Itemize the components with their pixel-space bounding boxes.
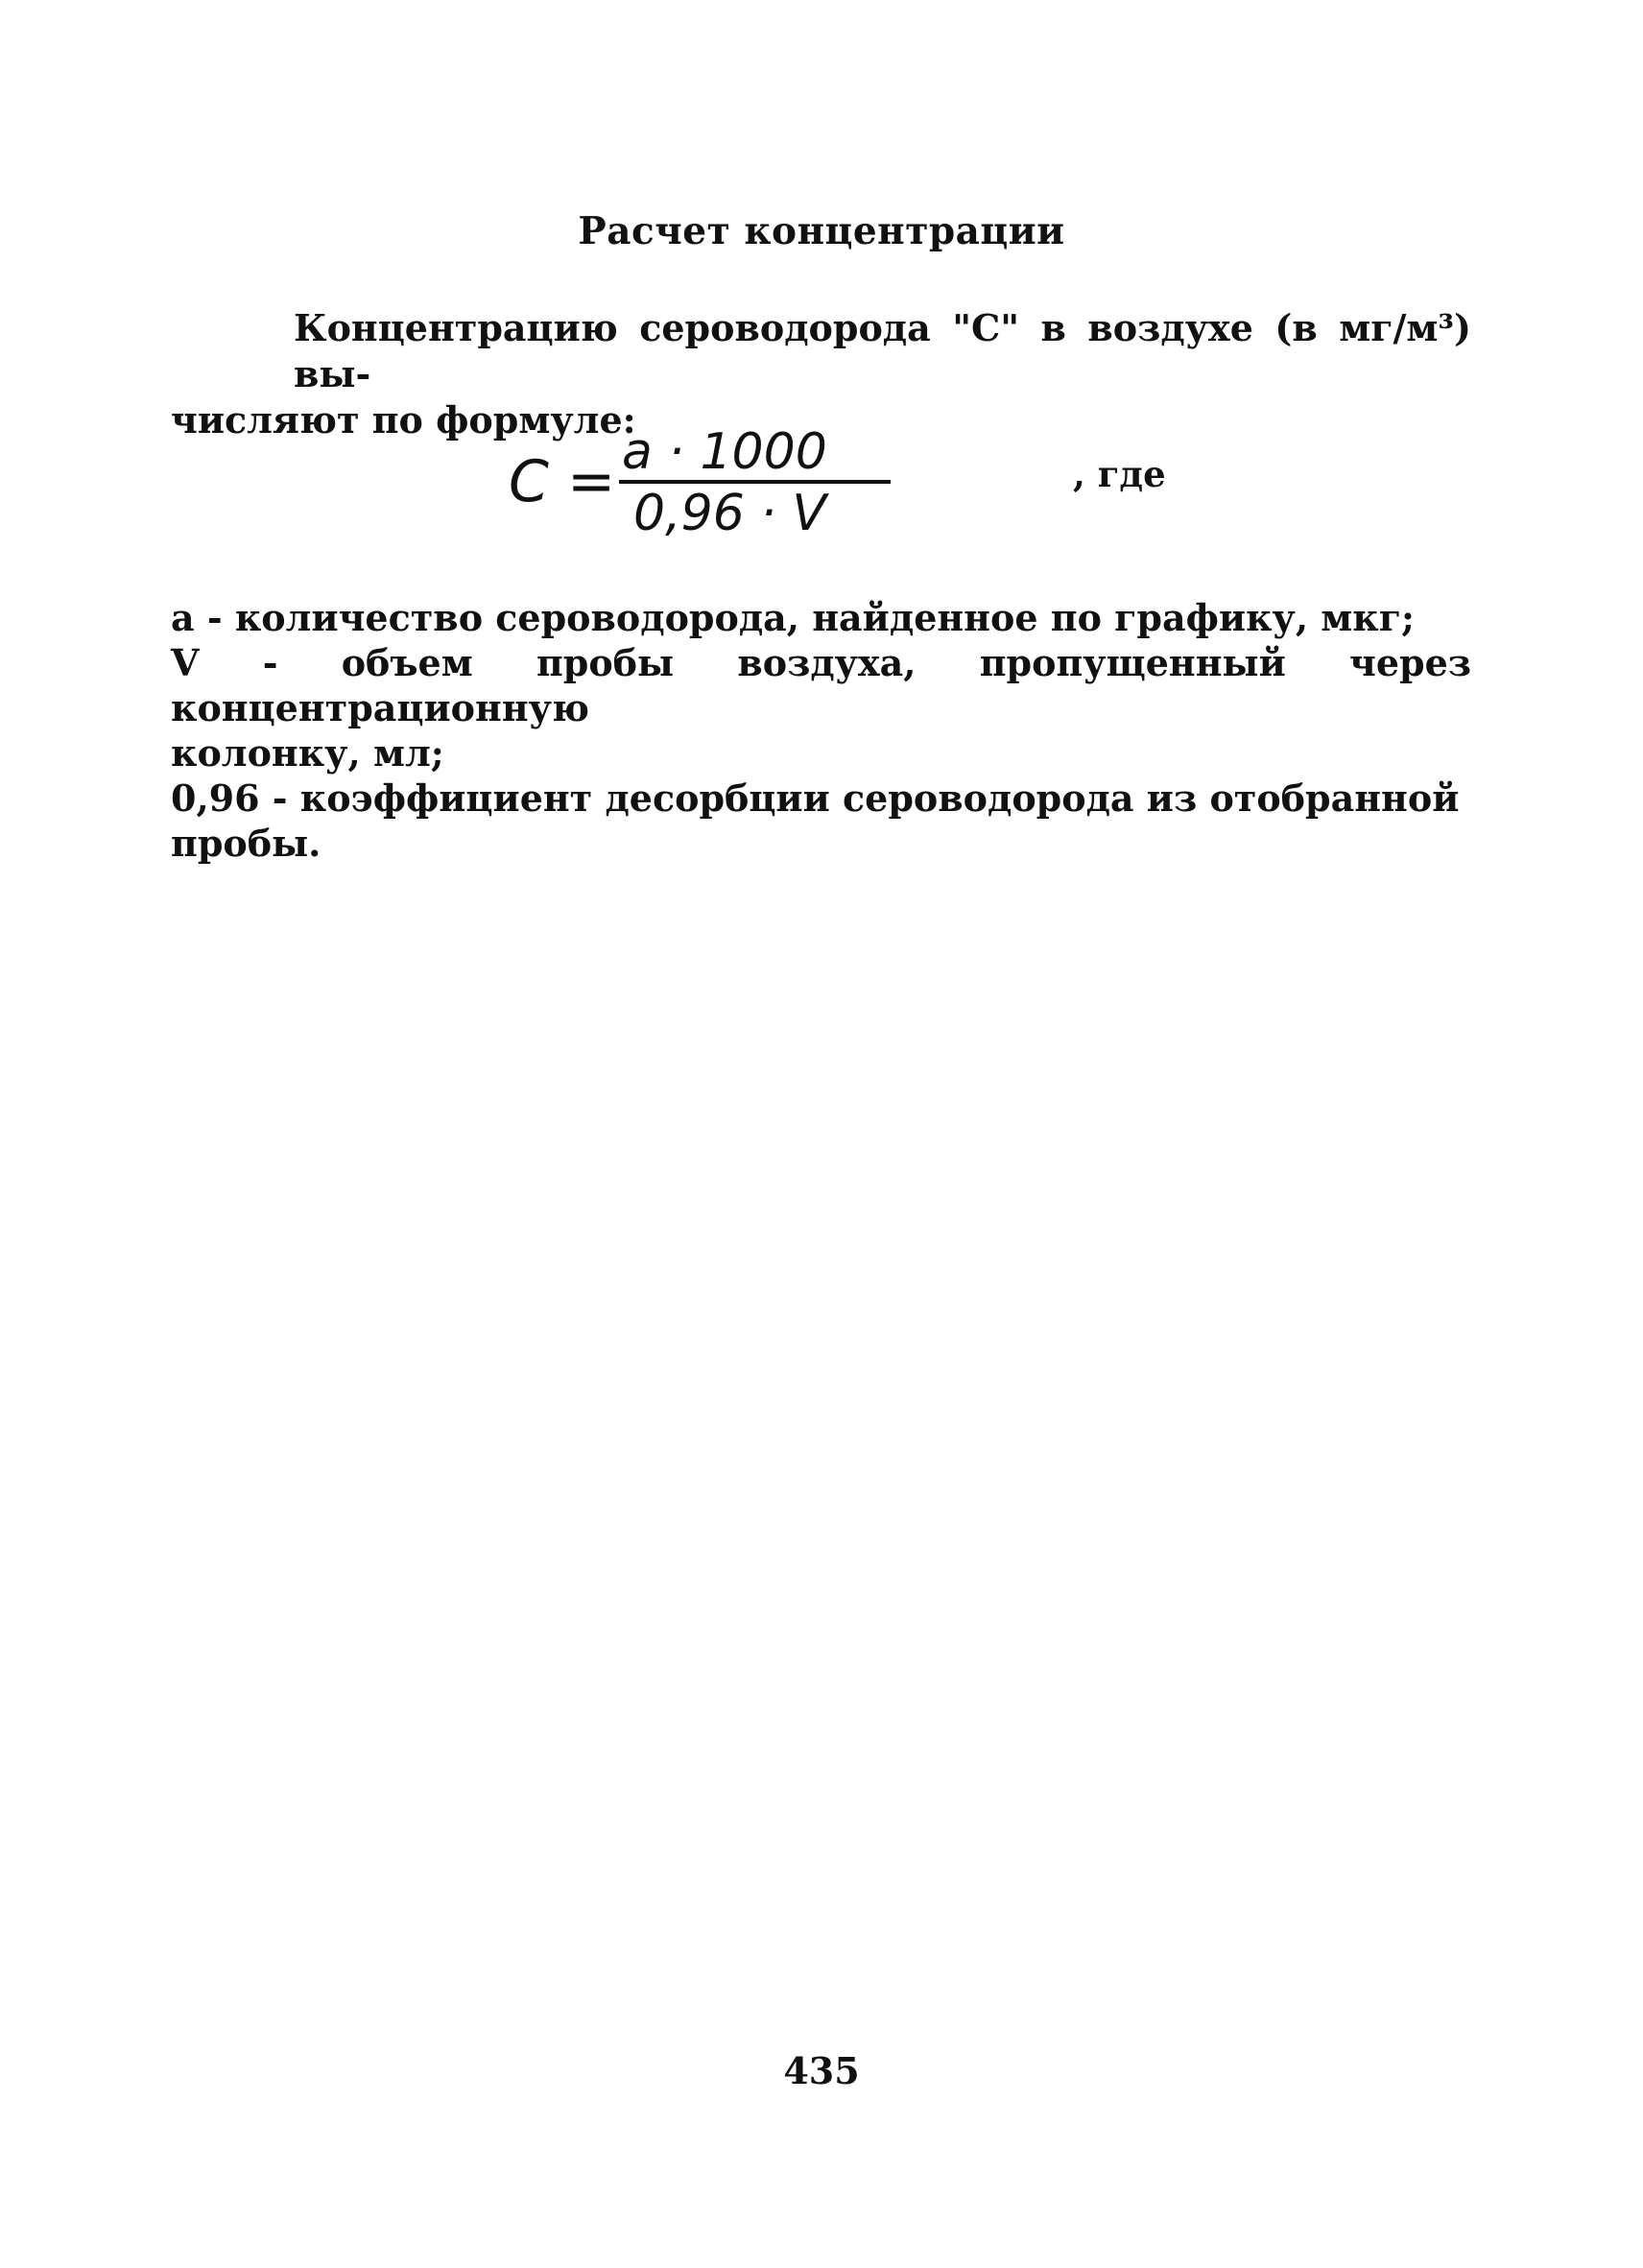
concentration-formula: [499, 422, 998, 547]
intro-line-2: числяют по формуле:: [171, 398, 636, 442]
formula-numerator: a · 1000: [622, 423, 827, 481]
formula-graphic: [499, 422, 998, 547]
definition-v: V - объем пробы воздуха, пропущенный через концентрационную: [171, 641, 1471, 729]
section-heading: Расчет концентрации: [578, 209, 1065, 253]
definitions-list: [171, 595, 1471, 866]
definition-v-continued: колонку, мл;: [171, 731, 444, 775]
formula-denominator: 0,96 · V: [633, 485, 826, 542]
formula-lhs: C =: [509, 448, 616, 515]
definition-coefficient: 0,96 - коэффициент десорбции сероводорода из отобранной пробы.: [171, 776, 1460, 865]
formula-where: , где: [1073, 453, 1166, 495]
page-number: 435: [783, 2049, 860, 2092]
intro-line-1: Концентрацию сероводорода "С" в воздухе (в мг/м³) вы-: [294, 306, 1471, 395]
definition-a: а - количество сероводорода, найденное по графику, мкг;: [171, 596, 1416, 639]
